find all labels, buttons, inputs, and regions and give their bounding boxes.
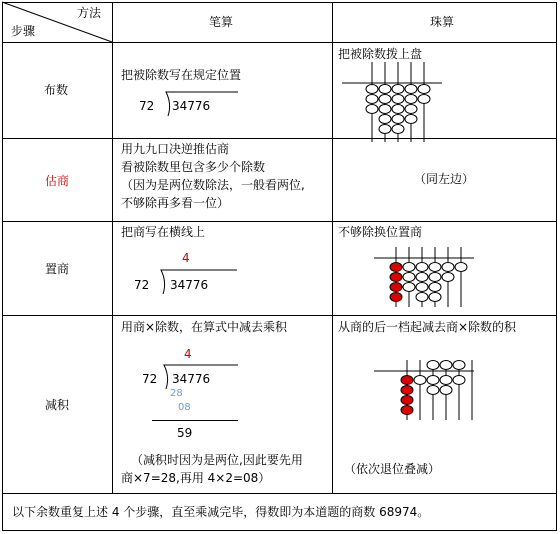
jianji-subtraction-line xyxy=(152,420,238,421)
zhishang-abacus-note: 不够除换位置商 xyxy=(338,225,423,239)
zhishang-written-note: 把商写在横线上 xyxy=(121,225,206,239)
zhishang-divisor: 72 xyxy=(134,278,150,292)
col-divider xyxy=(332,2,333,493)
gushang-line-3: （因为是两位数除法，一般看两位, xyxy=(121,178,305,192)
bushu-division-bracket xyxy=(162,90,242,120)
table-border-right xyxy=(556,2,557,531)
zhishang-quotient: 4 xyxy=(182,251,190,265)
zhishang-abacus-figure xyxy=(374,247,474,307)
jianji-explain-line-2: 商×7=28,再用 4×2=08） xyxy=(121,471,271,485)
jianji-quotient: 4 xyxy=(184,347,192,361)
jianji-abacus-note-2: （依次退位叠减） xyxy=(344,462,441,476)
gushang-abacus-note: （同左边） xyxy=(414,172,475,186)
abacus-column-header: 珠算 xyxy=(430,15,455,29)
method-header-label: 方法 xyxy=(77,6,102,20)
zhishang-dividend: 34776 xyxy=(170,278,209,292)
gushang-line-2: 看被除数里包含多少个除数 xyxy=(121,160,266,174)
footer-summary: 以下余数重复上述 4 个步骤，直至乘减完毕，得数即为本道题的商数 68974。 xyxy=(12,505,430,519)
row-divider xyxy=(2,138,557,139)
gushang-line-1: 用九九口决逆推估商 xyxy=(121,142,230,156)
bushu-dividend: 34776 xyxy=(172,99,211,113)
jianji-abacus-figure xyxy=(374,360,474,420)
bushu-written-note: 把被除数写在规定位置 xyxy=(121,68,242,82)
jianji-remainder: 59 xyxy=(177,426,193,440)
table-border-left xyxy=(2,2,3,531)
jianji-product-1: 28 xyxy=(170,388,183,399)
jianji-divisor: 72 xyxy=(142,372,158,386)
jianji-product-2: 08 xyxy=(178,402,191,413)
jianji-abacus-note: 从商的后一档起减去商×除数的积 xyxy=(338,320,517,334)
bushu-abacus-note: 把被除数拨上盘 xyxy=(338,47,423,61)
bushu-divisor: 72 xyxy=(139,99,155,113)
row-divider xyxy=(2,493,557,494)
bushu-abacus-figure xyxy=(342,62,442,142)
step-bushu-label: 布数 xyxy=(44,83,69,97)
zhishang-division-bracket xyxy=(157,267,239,297)
table-border-bottom xyxy=(2,530,557,531)
jianji-written-note: 用商×除数，在算式中减去乘积 xyxy=(121,320,288,334)
written-column-header: 笔算 xyxy=(209,15,234,29)
col-divider xyxy=(112,2,113,493)
step-jianji-label: 减积 xyxy=(45,398,70,412)
step-gushang-label: 估商 xyxy=(45,174,70,188)
row-divider xyxy=(2,221,557,222)
step-zhishang-label: 置商 xyxy=(45,262,70,276)
row-divider xyxy=(2,315,557,316)
jianji-dividend: 34776 xyxy=(172,372,211,386)
method-table xyxy=(2,2,557,531)
jianji-explain-line-1: （减积时因为是两位,因此要先用 xyxy=(131,453,303,467)
gushang-line-4: 不够除再多看一位） xyxy=(121,196,230,210)
step-header-label: 步骤 xyxy=(11,24,36,38)
